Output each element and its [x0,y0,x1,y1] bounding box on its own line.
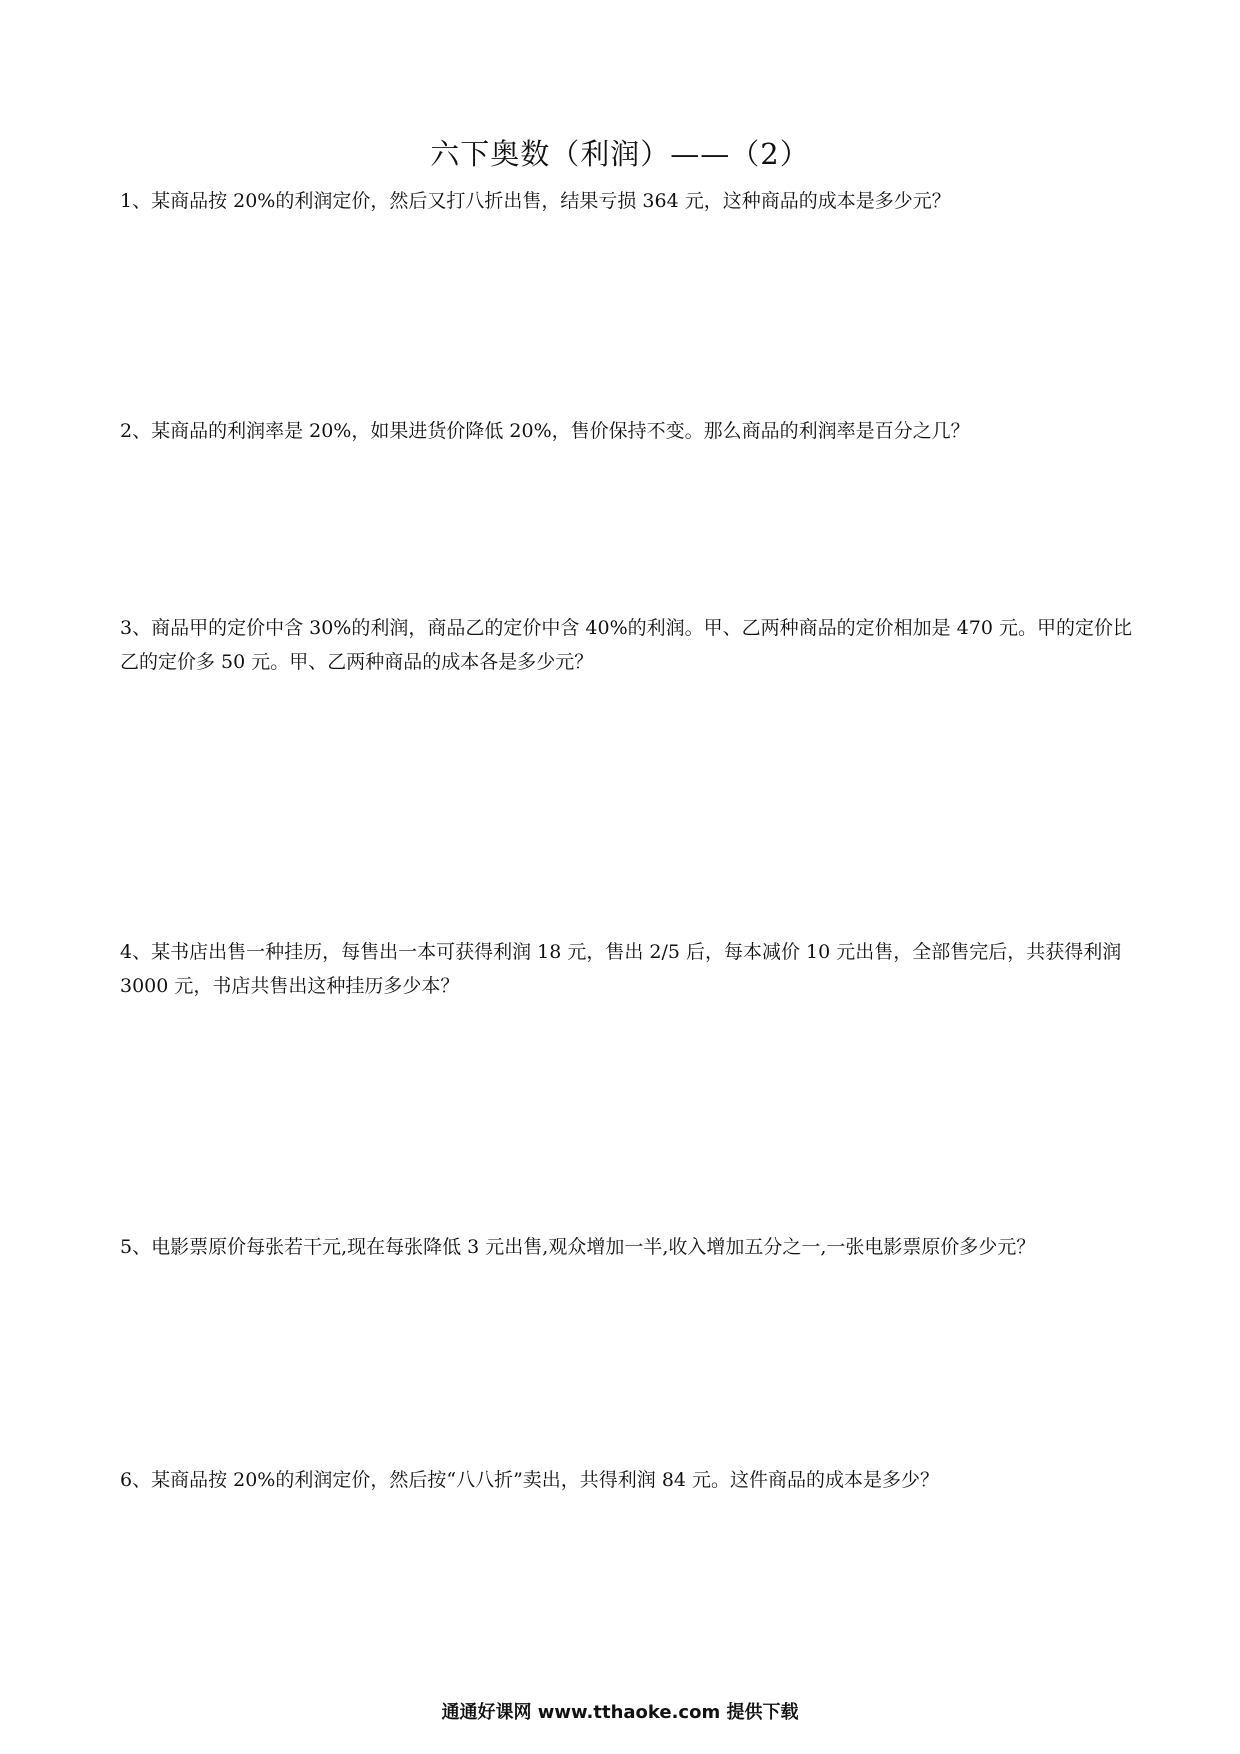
question-6: 6、某商品按 20%的利润定价，然后按“八八折”卖出，共得利润 84 元。这件商品的成本是多少？ [120,1469,940,1491]
question-2: 2、某商品的利润率是 20%，如果进货价降低 20%，售价保持不变。那么商品的利润率是百分之几？ [120,420,970,442]
question-1: 1、某商品按 20%的利润定价，然后又打八折出售，结果亏损 364 元，这种商品的成本是多少元？ [120,190,951,212]
question-4: 4、某书店出售一种挂历，每售出一本可获得利润 18 元，售出 2/5 后，每本减价 10 元出售，全部售完后，共获得利润 3000 元，书店共售出这种挂历多少本？ [120,941,1122,997]
question-5: 5、电影票原价每张若干元,现在每张降低 3 元出售,观众增加一半,收入增加五分之一,一张电影票原价多少元？ [120,1236,1036,1258]
page-title: 六下奥数（利润）——（2） [430,137,810,171]
question-3: 3、商品甲的定价中含 30%的利润，商品乙的定价中含 40%的利润。甲、乙两种商品的定价相加是 470 元。甲的定价比乙的定价多 50 元。甲、乙两种商品的成本各是多少元？ [120,617,1132,673]
page-footer: 通通好课网 www.tthaoke.com 提供下载 [441,1702,799,1723]
